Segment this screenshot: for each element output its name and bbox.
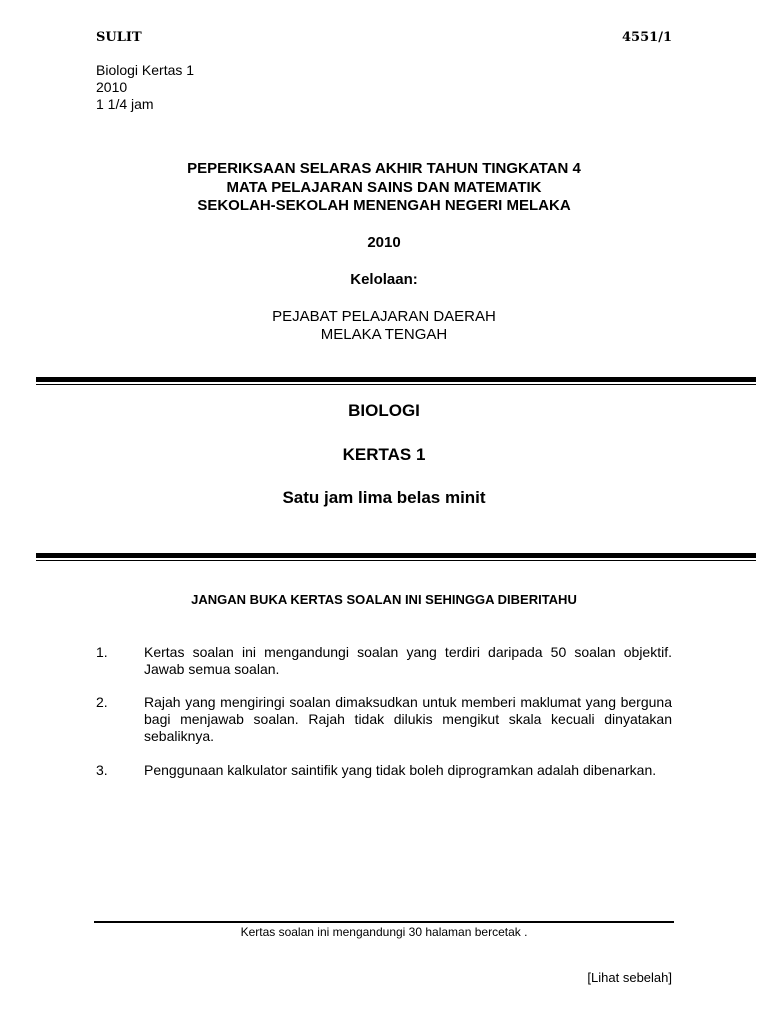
meta-subject: Biologi Kertas 1 <box>96 62 195 78</box>
divider-top-thin <box>36 384 756 385</box>
office-line2: MELAKA TENGAH <box>320 326 448 343</box>
paper-subject: BIOLOGI <box>348 401 420 420</box>
header-sulit: SULIT <box>96 30 142 45</box>
instruction-text: Kertas soalan ini mengandungi soalan yang terdiri daripada 50 soalan objektif. Jawab semua soalan. <box>144 644 672 677</box>
instruction-number: 3. <box>96 762 108 778</box>
divider-bottom-thick <box>36 553 756 558</box>
header-code: 4551/1 <box>622 30 672 45</box>
meta-duration: 1 1/4 jam <box>96 96 154 112</box>
instruction-text: Penggunaan kalkulator saintifik yang tidak boleh diprogramkan adalah dibenarkan. <box>144 762 657 778</box>
footer-rule <box>94 921 674 923</box>
divider-top-thick <box>36 377 756 382</box>
instruction-text: Rajah yang mengiringi soalan dimaksudkan untuk memberi maklumat yang berguna bagi menjawab soalan. Rajah tidak dilukis mengikut skala kecuali dinyatakan sebaliknya. <box>144 694 672 744</box>
instruction-number: 1. <box>96 644 108 660</box>
office-line1: PEJABAT PELAJARAN DAERAH <box>272 308 496 325</box>
footer-pages-note: Kertas soalan ini mengandungi 30 halaman bercetak . <box>240 925 528 939</box>
next-page-note: [Lihat sebelah] <box>587 970 672 985</box>
exam-title-line1: PEPERIKSAAN SELARAS AKHIR TAHUN TINGKATAN 4 <box>187 160 581 177</box>
divider-bottom-thin <box>36 560 756 561</box>
paper-number: KERTAS 1 <box>342 445 426 464</box>
meta-year: 2010 <box>96 79 128 95</box>
paper-duration: Satu jam lima belas minit <box>282 488 486 507</box>
exam-title-line3: SEKOLAH-SEKOLAH MENENGAH NEGERI MELAKA <box>197 197 571 214</box>
exam-title-line2: MATA PELAJARAN SAINS DAN MATEMATIK <box>226 179 542 196</box>
exam-year: 2010 <box>367 234 401 251</box>
warning-notice: JANGAN BUKA KERTAS SOALAN INI SEHINGGA DIBERITAHU <box>191 592 577 607</box>
managed-by-label: Kelolaan: <box>350 271 418 288</box>
instruction-number: 2. <box>96 694 108 710</box>
